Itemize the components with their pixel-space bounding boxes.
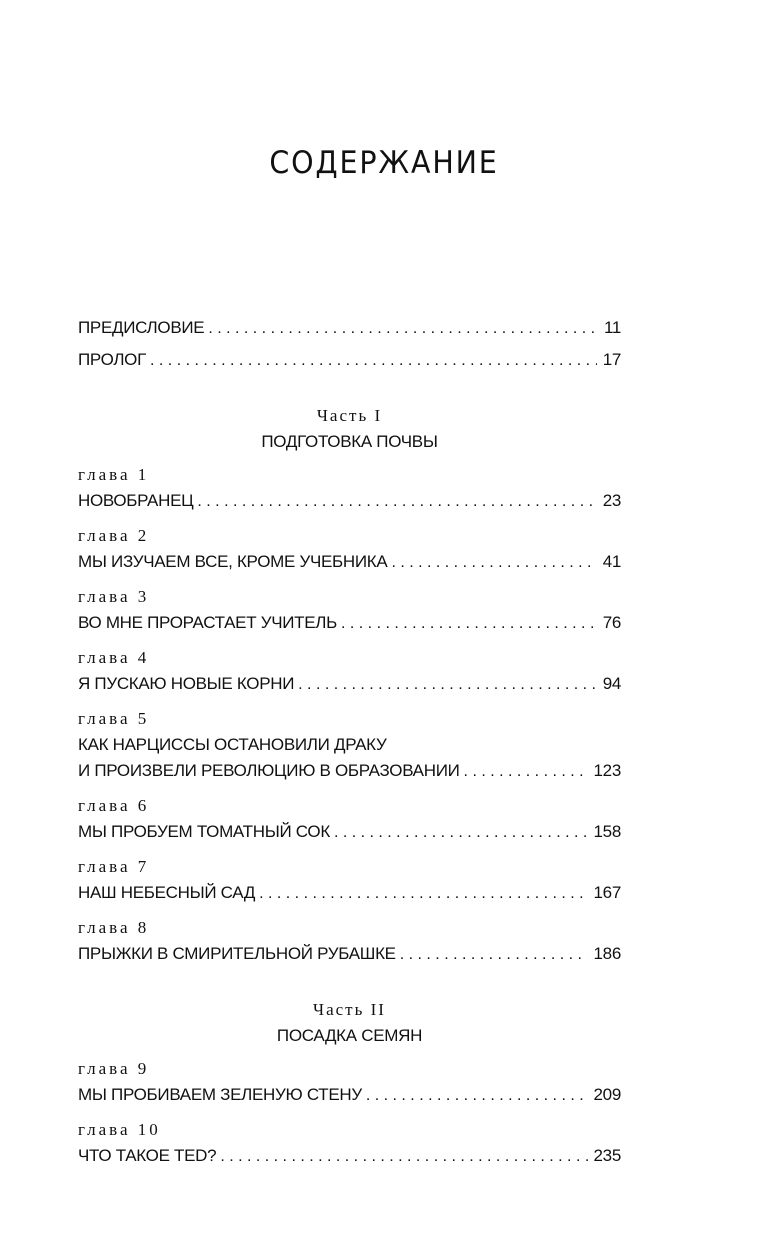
table-of-contents bbox=[78, 318, 621, 1178]
part-title: ПОДГОТОВКА ПОЧВЫ bbox=[261, 432, 438, 451]
toc-dot-leader bbox=[298, 676, 597, 694]
toc-entry-title: МЫ ПРОБУЕМ ТОМАТНЫЙ СОК bbox=[78, 822, 330, 841]
toc-entry[interactable] bbox=[78, 944, 621, 976]
toc-entry[interactable] bbox=[78, 552, 621, 584]
toc-dot-leader bbox=[197, 493, 596, 511]
toc-entry-title: ПРОЛОГ bbox=[78, 350, 147, 369]
toc-entry-title: НАШ НЕБЕСНЫЙ САД bbox=[78, 883, 256, 902]
toc-entry-title: ВО МНЕ ПРОРАСТАЕТ УЧИТЕЛЬ bbox=[78, 613, 337, 632]
toc-page-number: 186 bbox=[593, 944, 621, 963]
toc-dot-leader bbox=[150, 352, 597, 370]
toc-entry[interactable] bbox=[78, 1085, 621, 1117]
toc-dot-leader bbox=[341, 615, 597, 633]
toc-dot-leader bbox=[259, 885, 587, 903]
toc-page-number: 23 bbox=[602, 491, 621, 510]
toc-dot-leader bbox=[391, 554, 596, 572]
chapter-label: глава 9 bbox=[78, 1059, 150, 1078]
toc-entry[interactable] bbox=[78, 883, 621, 915]
toc-entry[interactable] bbox=[78, 1146, 621, 1178]
toc-entry[interactable] bbox=[78, 761, 621, 793]
toc-page-number: 123 bbox=[593, 761, 621, 780]
toc-entry-title: МЫ ИЗУЧАЕМ ВСЕ, КРОМЕ УЧЕБНИКА bbox=[78, 552, 388, 571]
toc-page-number: 235 bbox=[593, 1146, 621, 1165]
chapter-label: глава 3 bbox=[78, 587, 150, 606]
toc-entry-title: ПРЫЖКИ В СМИРИТЕЛЬНОЙ РУБАШКЕ bbox=[78, 944, 396, 963]
toc-page-number: 76 bbox=[602, 613, 621, 632]
toc-entry[interactable] bbox=[78, 350, 621, 382]
toc-dot-leader bbox=[464, 763, 588, 781]
toc-entry-title: И ПРОИЗВЕЛИ РЕВОЛЮЦИЮ В ОБРАЗОВАНИИ bbox=[78, 761, 460, 780]
chapter-label: глава 8 bbox=[78, 918, 150, 937]
toc-page-number: 158 bbox=[593, 822, 621, 841]
chapter-label: глава 6 bbox=[78, 796, 150, 815]
toc-dot-leader bbox=[334, 824, 588, 842]
toc-entry-title: НОВОБРАНЕЦ bbox=[78, 491, 194, 510]
part-label: Часть I bbox=[316, 406, 383, 425]
part-title: ПОСАДКА СЕМЯН bbox=[276, 1026, 423, 1045]
toc-entry[interactable] bbox=[78, 822, 621, 854]
toc-dot-leader bbox=[400, 946, 588, 964]
toc-page-number: 94 bbox=[602, 674, 621, 693]
chapter-label: глава 4 bbox=[78, 648, 150, 667]
toc-dot-leader bbox=[208, 320, 598, 338]
chapter-label: глава 10 bbox=[78, 1120, 161, 1139]
toc-dot-leader bbox=[366, 1087, 588, 1105]
toc-entry-title: Я ПУСКАЮ НОВЫЕ КОРНИ bbox=[78, 674, 295, 693]
toc-entry-title: ПРЕДИСЛОВИЕ bbox=[78, 318, 205, 337]
toc-page-number: 17 bbox=[602, 350, 621, 369]
chapter-label: глава 2 bbox=[78, 526, 150, 545]
toc-page-number: 11 bbox=[603, 318, 621, 337]
page-title: СОДЕРЖАНИЕ bbox=[269, 145, 499, 181]
chapter-label: глава 5 bbox=[78, 709, 150, 728]
chapter-label: глава 1 bbox=[78, 465, 150, 484]
toc-entry[interactable] bbox=[78, 674, 621, 706]
toc-entry[interactable] bbox=[78, 491, 621, 523]
toc-entry-title-line: КАК НАРЦИССЫ ОСТАНОВИЛИ ДРАКУ bbox=[78, 735, 387, 754]
toc-entry-title: МЫ ПРОБИВАЕМ ЗЕЛЕНУЮ СТЕНУ bbox=[78, 1085, 362, 1104]
toc-entry[interactable] bbox=[78, 318, 621, 350]
toc-page-number: 167 bbox=[593, 883, 621, 902]
toc-entry[interactable] bbox=[78, 613, 621, 645]
chapter-label: глава 7 bbox=[78, 857, 150, 876]
toc-page-number: 209 bbox=[593, 1085, 621, 1104]
toc-dot-leader bbox=[220, 1148, 587, 1166]
toc-entry-title: ЧТО ТАКОЕ TED? bbox=[78, 1146, 217, 1165]
toc-page-number: 41 bbox=[602, 552, 621, 571]
part-label: Часть II bbox=[313, 1000, 386, 1019]
